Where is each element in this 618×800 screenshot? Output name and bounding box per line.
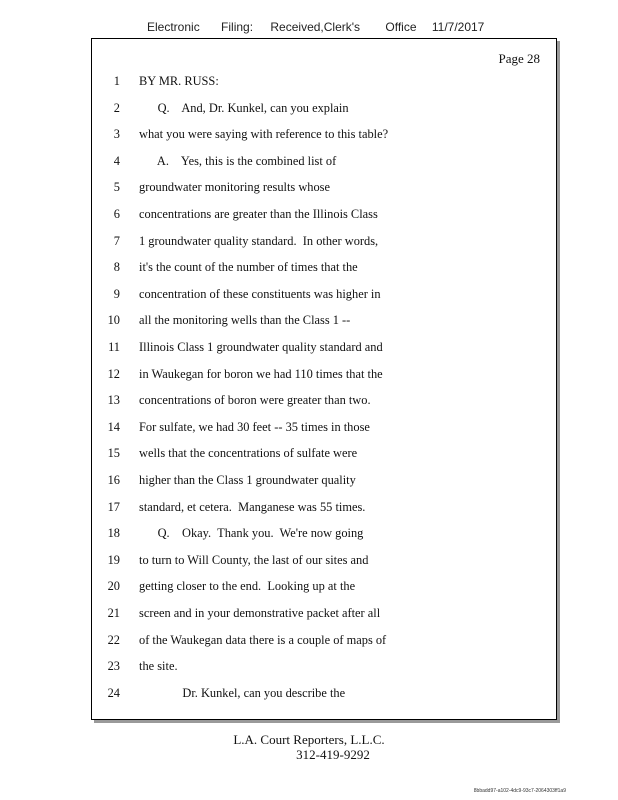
transcript-line <box>92 445 556 472</box>
line-text: For sulfate, we had 30 feet -- 35 times in those <box>139 419 370 434</box>
filing-stamp-header <box>147 20 484 34</box>
line-text: standard, et cetera. Manganese was 55 times. <box>139 499 366 514</box>
line-text: groundwater monitoring results whose <box>139 180 330 195</box>
line-number: 22 <box>107 632 120 647</box>
line-text: the site. <box>139 659 178 674</box>
transcript-line <box>92 366 556 393</box>
line-text: wells that the concentrations of sulfate were <box>139 446 358 461</box>
footer-phone: 312-419-9292 <box>296 747 370 762</box>
transcript-line <box>92 685 556 712</box>
line-number: 7 <box>113 233 120 248</box>
line-number: 17 <box>107 499 120 514</box>
transcript-line <box>92 179 556 206</box>
transcript-line <box>92 605 556 632</box>
footer-company: L.A. Court Reporters, L.L.C. <box>233 732 385 747</box>
transcript-line <box>92 392 556 419</box>
line-text: concentrations of boron were greater than two. <box>139 393 371 408</box>
line-number: 9 <box>113 286 120 301</box>
line-number: 20 <box>107 579 120 594</box>
transcript-line <box>92 100 556 127</box>
line-text: concentrations are greater than the Illinois Class <box>139 207 378 221</box>
transcript-line <box>92 206 556 233</box>
line-text: concentration of these constituents was higher in <box>139 286 381 301</box>
line-text: BY MR. RUSS: <box>139 74 219 88</box>
page-number: Page 28 <box>498 51 540 66</box>
transcript-line <box>92 578 556 605</box>
transcript-line <box>92 525 556 552</box>
line-number: 21 <box>107 606 120 620</box>
transcript-line <box>92 233 556 260</box>
line-text: higher than the Class 1 groundwater quality <box>139 473 356 487</box>
line-number: 11 <box>108 340 120 354</box>
line-text: in Waukegan for boron we had 110 times that the <box>139 366 383 381</box>
transcript-line <box>92 259 556 286</box>
transcript-line <box>92 153 556 180</box>
transcript-line <box>92 286 556 313</box>
line-text: screen and in your demonstrative packet after all <box>139 606 381 620</box>
line-number: 8 <box>113 260 120 275</box>
document-id: 8bbadd97-a102-4dc9-93c7-2064303ff1a9 <box>473 788 566 794</box>
line-text: of the Waukegan data there is a couple of maps of <box>139 632 387 647</box>
filing-stamp-part: Office <box>385 20 417 34</box>
line-number: 18 <box>107 526 120 541</box>
transcript-line <box>92 73 556 100</box>
line-number: 10 <box>107 313 120 328</box>
line-number: 6 <box>113 207 120 221</box>
line-number: 3 <box>113 127 120 142</box>
line-text: getting closer to the end. Looking up at the <box>139 579 356 594</box>
line-text: Q. And, Dr. Kunkel, can you explain <box>139 100 349 115</box>
line-number: 19 <box>107 552 120 567</box>
line-number: 2 <box>113 100 120 115</box>
line-text: 1 groundwater quality standard. In other words, <box>139 233 379 248</box>
line-text: what you were saying with reference to this table? <box>139 127 389 142</box>
line-text: it's the count of the number of times that the <box>139 260 358 275</box>
line-number: 23 <box>107 659 120 674</box>
line-text: Illinois Class 1 groundwater quality standard and <box>139 340 383 354</box>
line-text: to turn to Will County, the last of our sites and <box>139 552 369 567</box>
line-number: 14 <box>107 419 120 434</box>
filing-stamp-part: Electronic <box>147 20 200 34</box>
footer <box>0 732 618 762</box>
line-number: 15 <box>107 446 120 461</box>
transcript-line <box>92 419 556 446</box>
line-number: 12 <box>107 366 120 381</box>
transcript-line <box>92 632 556 659</box>
line-text: Dr. Kunkel, can you describe the <box>139 685 346 700</box>
filing-stamp-part: Filing: <box>221 20 254 34</box>
filing-stamp-part: Received,Clerk's <box>270 20 361 34</box>
line-text: Q. Okay. Thank you. We're now going <box>139 526 364 541</box>
line-number: 16 <box>107 473 120 487</box>
line-text: all the monitoring wells than the Class 1 -- <box>139 313 351 328</box>
transcript-line <box>92 552 556 579</box>
transcript-line <box>92 126 556 153</box>
transcript-line <box>92 499 556 526</box>
transcript-line <box>92 312 556 339</box>
transcript-line <box>92 339 556 366</box>
filing-stamp-date: 11/7/2017 <box>431 20 485 34</box>
line-number: 5 <box>113 180 120 195</box>
line-number: 13 <box>107 393 120 408</box>
line-number: 1 <box>113 74 120 88</box>
line-number: 24 <box>107 685 120 700</box>
transcript-line <box>92 472 556 499</box>
line-text: A. Yes, this is the combined list of <box>139 153 337 168</box>
line-number: 4 <box>113 153 120 168</box>
transcript-page <box>91 38 557 720</box>
transcript-line <box>92 658 556 685</box>
